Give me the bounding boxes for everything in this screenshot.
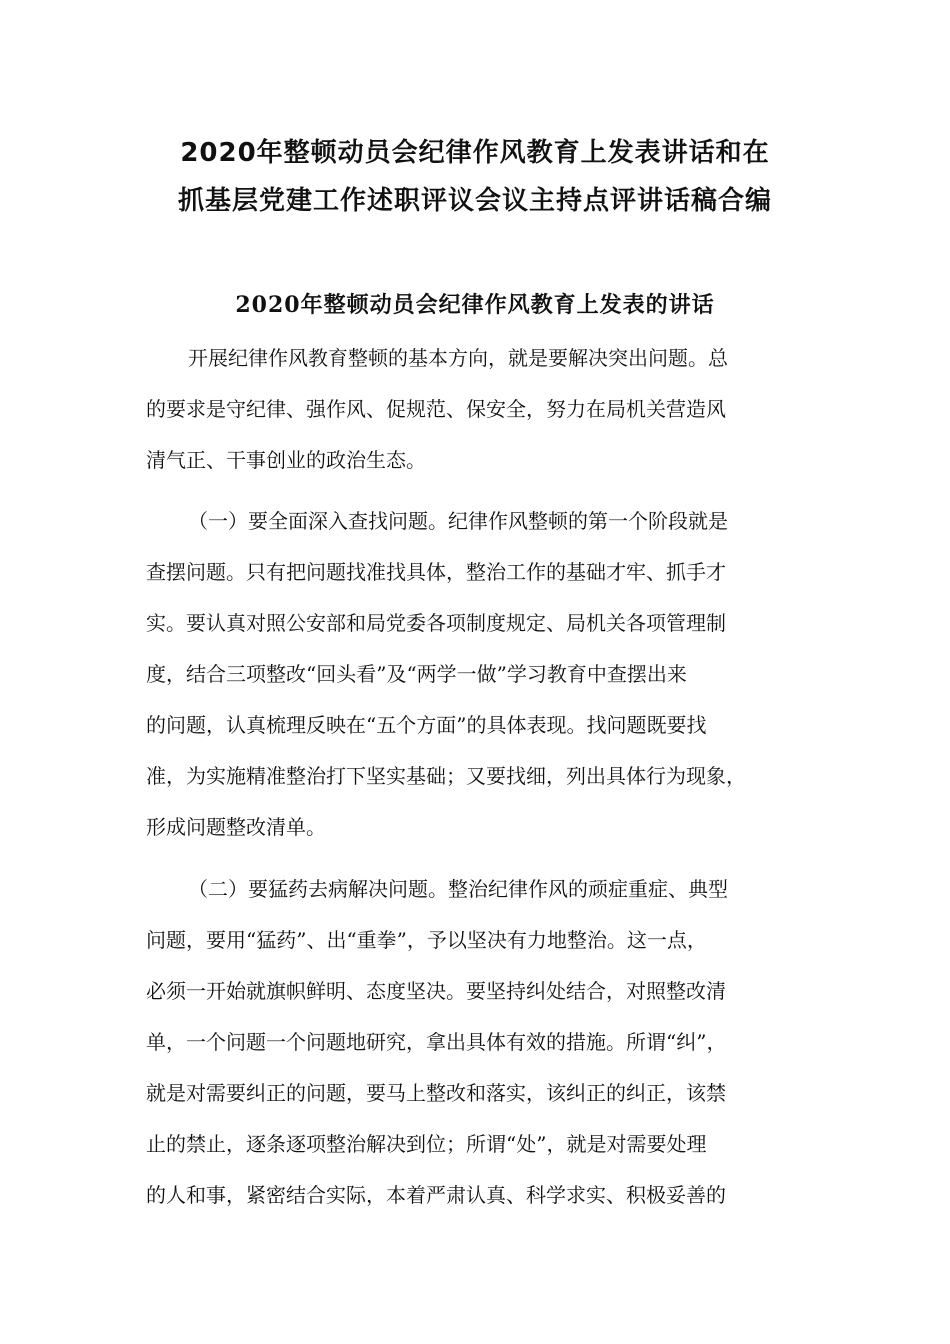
paragraph-line: 度，结合三项整改“回头看”及“两学一做”学习教育中查摆出来 — [146, 662, 687, 686]
paragraph-line: （一）要全面深入查找问题。纪律作风整顿的第一个阶段就是 — [188, 509, 728, 533]
paragraph-3 — [146, 864, 806, 1221]
paragraph-line: 实。要认真对照公安部和局党委各项制度规定、局机关各项管理制 — [146, 611, 726, 635]
paragraph-line: 的人和事，紧密结合实际，本着严肃认真、科学求实、积极妥善的 — [146, 1183, 726, 1207]
paragraph-line: 开展纪律作风教育整顿的基本方向，就是要解决突出问题。总 — [188, 346, 728, 370]
paragraph-line: 形成问题整改清单。 — [146, 815, 326, 839]
paragraph-line: 的问题，认真梳理反映在“五个方面”的具体表现。找问题既要找 — [146, 713, 707, 737]
paragraph-line: 单，一个问题一个问题地研究，拿出具体有效的措施。所谓“纠”， — [146, 1030, 727, 1054]
paragraph-line: 查摆问题。只有把问题找准找具体，整治工作的基础才牢、抓手才 — [146, 560, 726, 584]
paragraph-line: （二）要猛药去病解决问题。整治纪律作风的顽症重症、典型 — [188, 877, 728, 901]
paragraph-line: 问题，要用“猛药”、出“重拳”，予以坚决有力地整治。这一点， — [146, 928, 707, 952]
paragraph-2 — [146, 496, 806, 853]
paragraph-line: 止的禁止，逐条逐项整治解决到位；所谓“处”，就是对需要处理 — [146, 1132, 707, 1156]
paragraph-line: 就是对需要纠正的问题，要马上整改和落实，该纠正的纠正，该禁 — [146, 1081, 726, 1105]
paragraph-line: 准，为实施精准整治打下坚实基础；又要找细，列出具体行为现象， — [146, 764, 746, 788]
document-title-line-2: 抓基层党建工作述职评议会议主持点评讲话稿合编 — [177, 186, 772, 216]
paragraph-line: 的要求是守纪律、强作风、促规范、保安全，努力在局机关营造风 — [146, 397, 726, 421]
section-title: 2020年整顿动员会纪律作风教育上发表的讲话 — [235, 292, 715, 318]
paragraph-line: 必须一开始就旗帜鲜明、态度坚决。要坚持纠处结合，对照整改清 — [146, 979, 726, 1003]
paragraph-1 — [146, 333, 806, 486]
document-title-line-1: 2020年整顿动员会纪律作风教育上发表讲话和在 — [180, 138, 770, 168]
paragraph-line: 清气正、干事创业的政治生态。 — [146, 448, 426, 472]
